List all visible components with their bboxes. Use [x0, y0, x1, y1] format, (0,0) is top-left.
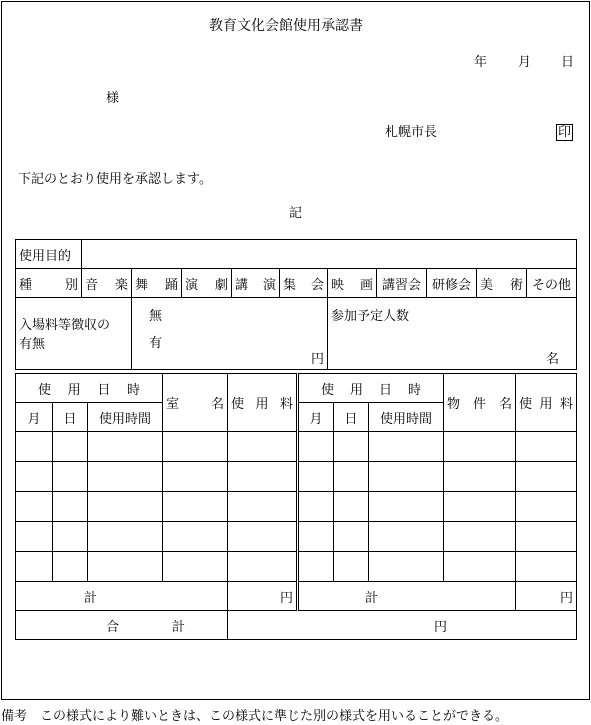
fee-yen: 円 [310, 352, 324, 367]
issuer: 札幌市長 [385, 125, 438, 140]
left-day-header: 日 [53, 403, 88, 432]
category-training[interactable]: 研修会 [427, 269, 477, 298]
left-subtotal-yen[interactable]: 円 [228, 582, 298, 611]
category-meeting[interactable]: 集 会 [280, 269, 328, 298]
participants-label: 参加予定人数 [331, 309, 410, 324]
fee-collection-options[interactable] [132, 298, 328, 370]
date-year: 年 [474, 55, 488, 70]
participants-unit: 名 [546, 352, 560, 367]
room-name-header: 室 名 [163, 374, 228, 432]
fee-yes: 有 [149, 336, 163, 351]
total-label: 合 計 [16, 611, 228, 640]
table-row[interactable] [16, 462, 577, 492]
left-subtotal-label: 計 [16, 582, 228, 611]
table-row[interactable] [16, 552, 577, 582]
left-date-header: 使 用 日 時 [16, 374, 163, 403]
category-dance[interactable]: 舞 踊 [132, 269, 182, 298]
right-fee-header: 使 用 料 [516, 374, 577, 432]
purpose-value[interactable] [82, 240, 577, 269]
participants-cell[interactable] [328, 298, 577, 370]
seal-mark: 印 [558, 125, 572, 140]
date-day: 日 [561, 55, 575, 70]
remarks-note: 備考 この様式により難いときは、この様式に準じた別の様式を用いることができる。 [1, 709, 509, 724]
category-music[interactable]: 音 楽 [82, 269, 132, 298]
fee-none: 無 [149, 309, 163, 324]
category-art[interactable]: 美 術 [477, 269, 527, 298]
category-drama[interactable]: 演 劇 [182, 269, 232, 298]
intro-text: 下記のとおり使用を承認します。 [18, 172, 212, 187]
right-subtotal-yen[interactable]: 円 [516, 582, 577, 611]
category-label: 種 別 [16, 269, 82, 298]
right-day-header: 日 [334, 403, 369, 432]
right-date-header: 使 用 日 時 [298, 374, 444, 403]
left-month-header: 月 [16, 403, 53, 432]
right-month-header: 月 [298, 403, 334, 432]
left-time-header: 使用時間 [88, 403, 163, 432]
table-row[interactable] [16, 432, 577, 462]
category-lecture[interactable]: 講 演 [232, 269, 280, 298]
table-row[interactable] [16, 522, 577, 552]
left-fee-header: 使 用 料 [228, 374, 298, 432]
category-other[interactable]: その他 [527, 269, 577, 298]
item-name-header: 物 件 名 [444, 374, 516, 432]
right-time-header: 使用時間 [369, 403, 444, 432]
total-yen[interactable]: 円 [228, 611, 577, 640]
right-subtotal-label: 計 [298, 582, 516, 611]
usage-table [15, 373, 577, 640]
application-table [15, 239, 577, 370]
ki-heading: 記 [289, 206, 303, 221]
addressee-suffix: 様 [106, 91, 120, 106]
category-film[interactable]: 映 画 [328, 269, 377, 298]
fee-collection-label: 入場料等徴収の 有無 [16, 298, 132, 370]
date-month: 月 [518, 55, 532, 70]
form-title: 教育文化会館使用承認書 [209, 18, 363, 34]
table-row[interactable] [16, 492, 577, 522]
category-course[interactable]: 講習会 [377, 269, 427, 298]
purpose-label: 使用目的 [16, 240, 82, 269]
